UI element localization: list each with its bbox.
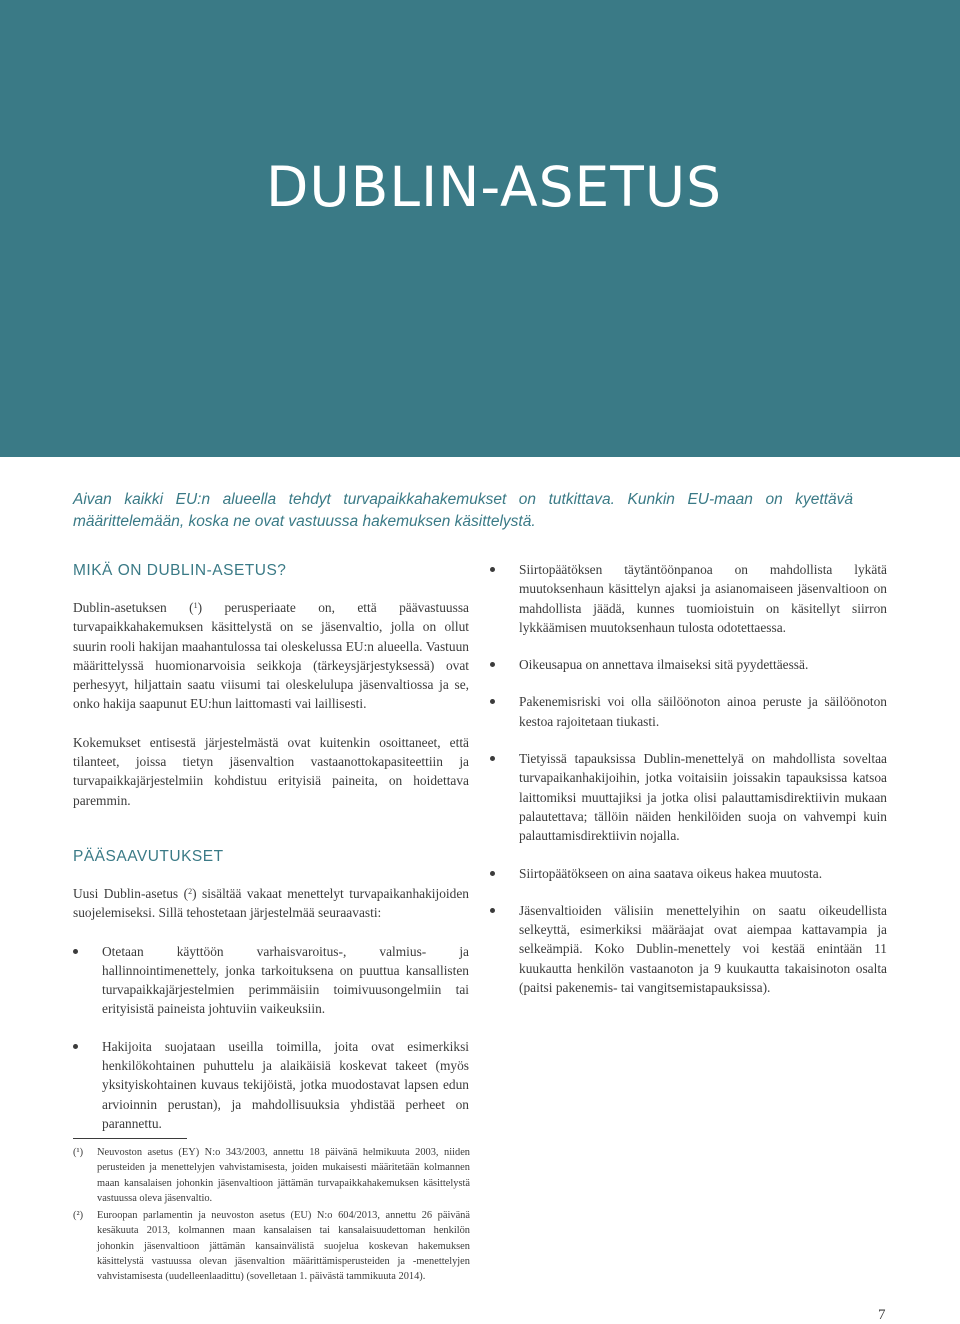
achievements-list [73, 942, 469, 1134]
list-item: Oikeusapua on annettava ilmaiseksi sitä pyydettäessä. [490, 655, 887, 674]
section1-paragraph-1: Dublin-asetuksen ($^1$) perusperiaate on, että päävastuussa turvapaikkahakemuksen käsittelystä on se jäsenvaltio, jolla on ollut suurin rooli hakijan maahantulossa tai oleskelussa EU:n alueella. Vastuun määrittelyssä huomionarvoisia seikkoja (tärkeysjärjestyksessä) ovat perhesyyt, hiljattain saatu viisumi tai oleskelulupa jäsenvaltiossa ja se, onko hakija saapunut EU:hun laittomasti vai laillisesti. [73, 600, 469, 712]
bullet-icon [490, 871, 495, 876]
list-item: Otetaan käyttöön varhaisvaroitus-, valmius- ja hallinnointimenettely, jonka tarkoituksena on puuttua kansallisten turvapaikkajärjestelmien perimmäisiin toimivuusongelmiin tai erityisistä paineista johtuviin vaikeuksiin. [73, 942, 469, 1019]
footnote-number: (²) [73, 1210, 84, 1222]
list-item: Pakenemisriski voi olla säilöönoton ainoa peruste ja säilöönoton kestoa rajoitetaan tiukasti. [490, 692, 887, 731]
footnote-divider [73, 1138, 187, 1139]
footnote-text: Euroopan parlamentin ja neuvoston asetus (EU) N:o 604/2013, annettu 26 päivänä kesäkuuta 2013, kolmannen maan kansalaisen tai kansalaisuudettoman henkilön johonkin jäsenvaltioon jättämän kansainvälistä suojelua koskevan hakemuksen käsittelystä vastuussa olevan jäsenvaltion määrittämisperusteiden ja -menettelyjen vahvistamisesta (uudelleenlaadittu) (sovelletaan 1. päivästä tammikuuta 2014). [97, 1210, 470, 1283]
bullet-icon [73, 949, 78, 954]
footnotes [73, 1145, 470, 1287]
footnote-number: (¹) [73, 1147, 84, 1158]
section2-paragraph-1: Uusi Dublin-asetus ($^2$) sisältää vakaat menettelyt turvapaikanhakijoiden suojelemiseksi. Sillä tehostetaan järjestelmää seuraavasti: [73, 885, 469, 921]
section-heading-what-is: MIKÄ ON DUBLIN-ASETUS? [73, 562, 287, 579]
bullet-icon [490, 662, 495, 667]
bullet-icon [73, 1044, 78, 1049]
list-item: Tietyissä tapauksissa Dublin-menettelyä on mahdollista soveltaa turvapaikanhakijoihin, jotka voitaisiin joissakin tapauksissa katsoa laittomiksi muuttajiksi ja jotka olisi palauttamisdirektiivin mukaan palautettava; tällöin näiden henkilöiden suoja on vahvempi kuin palauttamisdirektiivin nojalla. [490, 749, 887, 845]
footnote-2 [73, 1208, 470, 1284]
list-item: Jäsenvaltioiden välisiin menettelyihin on saatu oikeudellista selkeyttä, esimerkiksi määräajat ovat aiempaa kattavampia ja selkeämpiä. Koko Dublin-menettely voi kestää enintään 11 kuukautta henkilön vastaanoton ja 9 kuukautta takaisinoton osalta (paitsi pakenemis- tai vangitsemistapauksissa). [490, 901, 887, 997]
intro-text: Aivan kaikki EU:n alueella tehdyt turvapaikkahakemukset on tutkittava. Kunkin EU-maan on kyettävä määrittelemään, koska ne ovat vastuussa hakemuksen käsittelystä. [73, 491, 853, 530]
footnote-ref-2: 2 [188, 886, 193, 896]
section1-paragraph-2: Kokemukset entisestä järjestelmästä ovat kuitenkin osoittaneet, että tilanteet, joissa tietyn jäsenvaltion vastaanottokapasiteettiin ja turvapaikkajärjestelmiin kohdistuu erityisiä paineita, on hoidettava paremmin. [73, 734, 469, 808]
list-item: Siirtopäätöksen täytäntöönpanoa on mahdollista lykätä muutoksenhaun käsittelyn ajaksi ja asianomaiseen jäsenvaltioon on mahdollista jäädä, kunnes tuomioistuin on käsitellyt siirron lykkäämisen muutoksenhaun tulosta odotettaessa. [490, 560, 887, 637]
right-column [490, 560, 887, 1015]
list-item: Hakijoita suojataan useilla toimilla, joita ovat esimerkiksi henkilökohtainen puhuttelu ja alaikäisiä koskevat takeet (myös yksityiskohtainen kuvaus tekijöistä, jotka muodostavat lapsen edun arvioinnin perustan), ja mahdollisuuksia yhdistää perheet on parannettu. [73, 1037, 469, 1133]
bullet-icon [490, 908, 495, 913]
bullet-icon [490, 567, 495, 572]
footnote-1 [73, 1145, 470, 1206]
list-item: Siirtopäätökseen on aina saatava oikeus hakea muutosta. [490, 864, 887, 883]
footnote-ref-1: 1 [193, 601, 198, 610]
section-heading-achievements: PÄÄSAAVUTUKSET [73, 847, 224, 865]
title-banner [0, 0, 960, 457]
page-number: 7 [878, 1307, 886, 1323]
bullet-icon [490, 756, 495, 761]
bullet-icon [490, 699, 495, 704]
footnote-text: Neuvoston asetus (EY) N:o 343/2003, annettu 18 päivänä helmikuuta 2003, niiden perusteiden ja menettelyjen vahvistamisesta, joiden mukaisesti määritetään kolmannen maan kansalaisen johonkin jäsenvaltioon jättämän turvapaikkahakemuksen käsittelystä vastuussa oleva jäsenvaltio. [97, 1147, 470, 1204]
page-title: DUBLIN-ASETUS [266, 155, 723, 219]
left-column [73, 560, 469, 1151]
achievements-list-continued [490, 560, 887, 997]
